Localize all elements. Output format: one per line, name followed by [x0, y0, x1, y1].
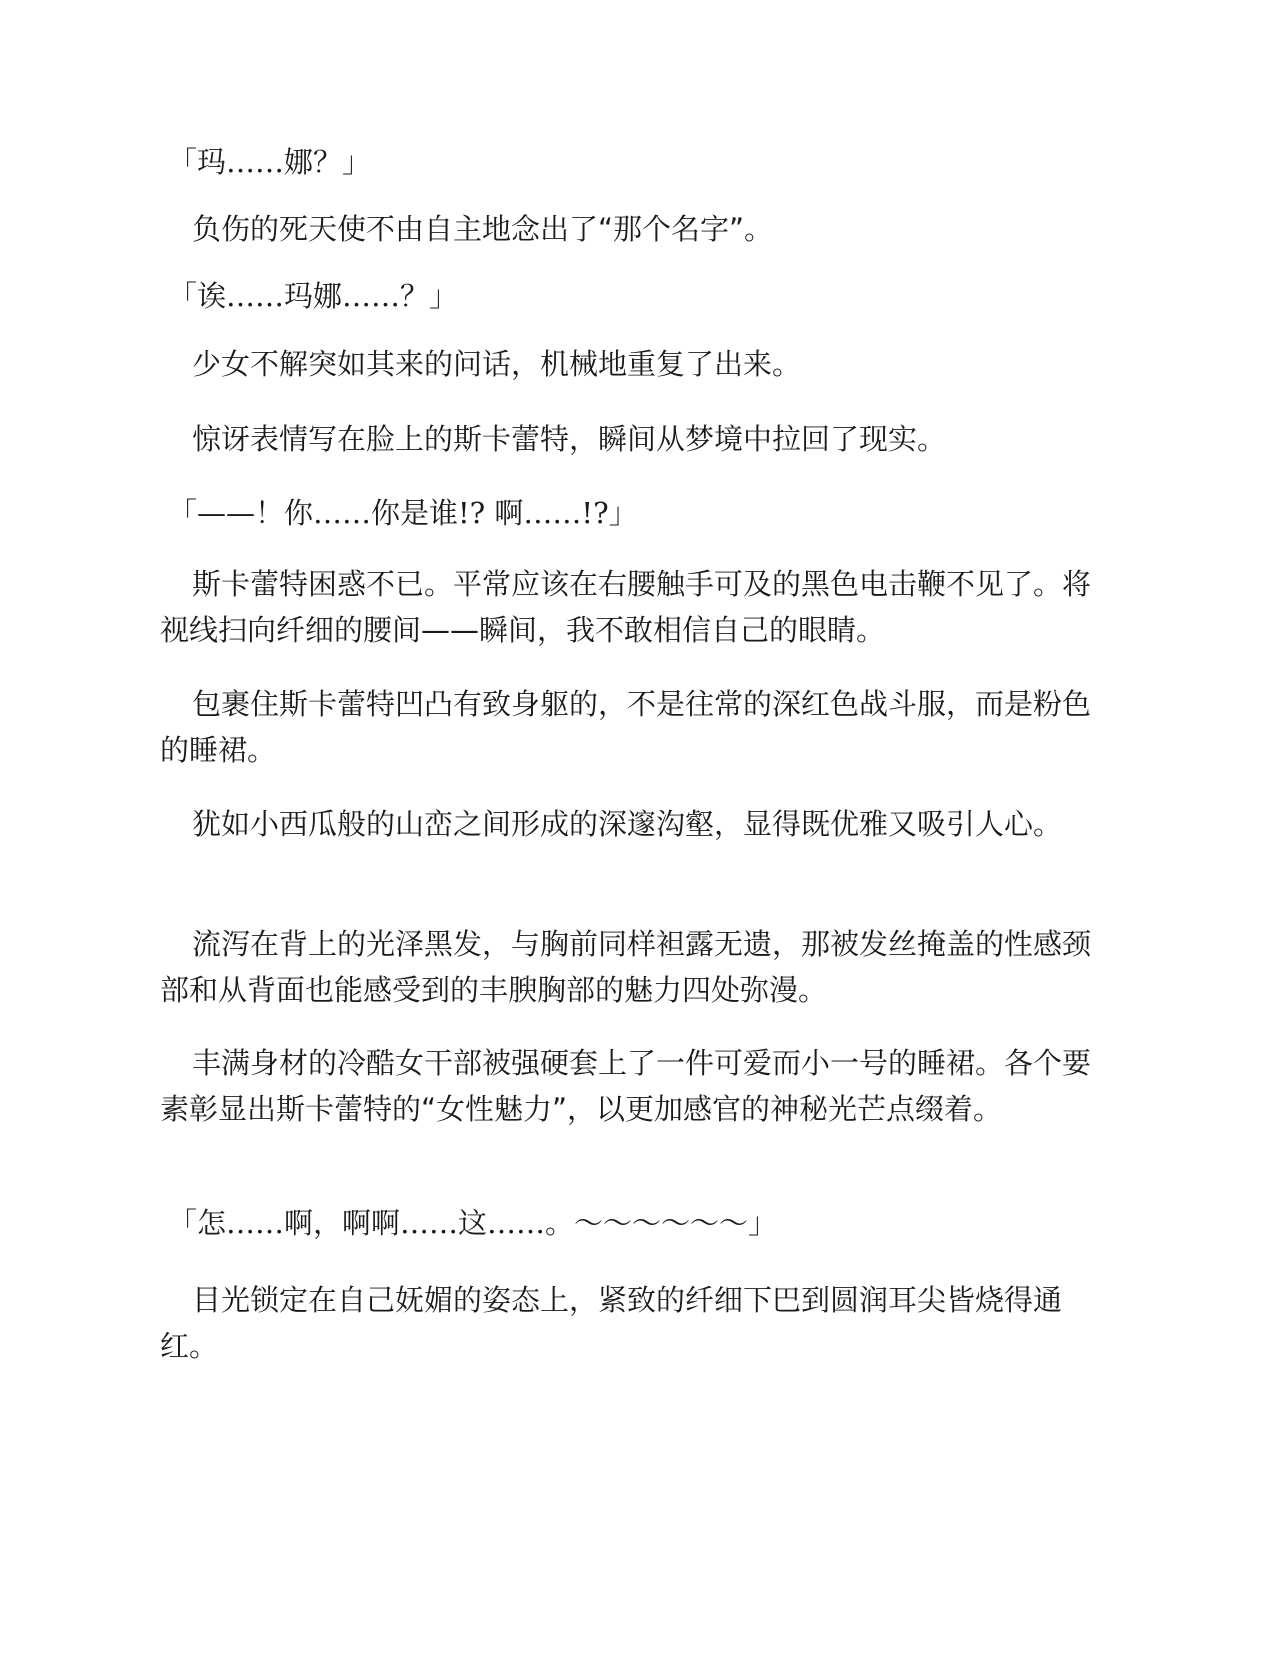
narration-paragraph: 丰满身材的冷酷女干部被强硬套上了一件可爱而小一号的睡裙。各个要素彰显出斯卡蕾特的“女性魅力”，以更加感官的神秘光芒点缀着。: [160, 1046, 1092, 1126]
narration-paragraph: 流泻在背上的光泽黑发，与胸前同样袒露无遗，那被发丝掩盖的性感颈部和从背面也能感受到的丰腴胸部的魅力四处弥漫。: [160, 927, 1092, 1007]
dialogue-line: 「——！你……你是谁!? 啊……!?」: [168, 496, 638, 530]
narration-paragraph: 包裹住斯卡蕾特凹凸有致身躯的，不是往常的深红色战斗服，而是粉色的睡裙。: [160, 687, 1092, 767]
narration-paragraph: 斯卡蕾特困惑不已。平常应该在右腰触手可及的黑色电击鞭不见了。将视线扫向纤细的腰间——瞬间，我不敢相信自己的眼睛。: [160, 567, 1092, 647]
dialogue-line: 「怎……啊，啊啊……这……。～～～～～～」: [168, 1206, 778, 1240]
narration-paragraph: 负伤的死天使不由自主地念出了“那个名字”。: [192, 212, 774, 246]
narration-paragraph: 少女不解突如其来的问话，机械地重复了出来。: [192, 347, 802, 381]
narration-paragraph: 犹如小西瓜般的山峦之间形成的深邃沟壑，显得既优雅又吸引人心。: [192, 807, 1063, 841]
narration-paragraph: 惊讶表情写在脸上的斯卡蕾特，瞬间从梦境中拉回了现实。: [192, 422, 947, 456]
narration-paragraph: 目光锁定在自己妩媚的姿态上，紧致的纤细下巴到圆润耳尖皆烧得通红。: [160, 1283, 1063, 1363]
dialogue-line: 「诶……玛娜……？」: [168, 279, 459, 313]
dialogue-line: 「玛……娜？」: [168, 145, 372, 179]
